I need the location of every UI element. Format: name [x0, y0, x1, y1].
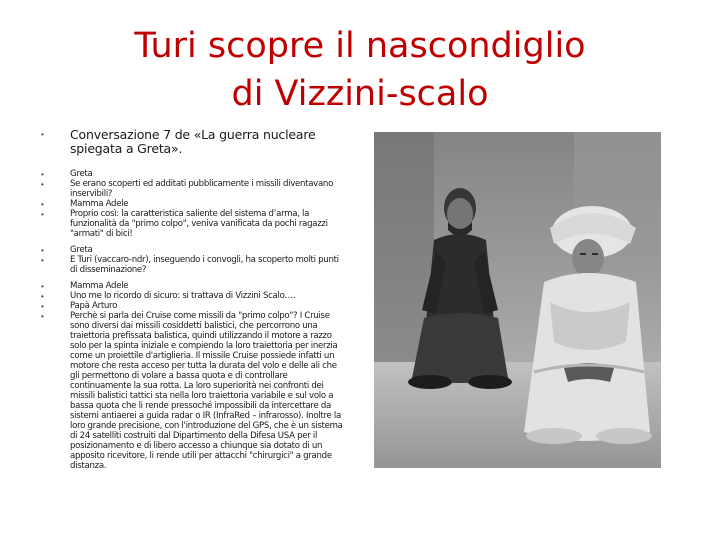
text-line: Greta	[70, 245, 93, 255]
text-line: funzionalità da "primo colpo", veniva vanificata da pochi ragazzi	[70, 219, 328, 229]
text-line: distanza.	[70, 461, 107, 471]
text-line: Mamma Adele	[70, 281, 129, 291]
bullet: •	[41, 210, 44, 219]
text-line: bassa quota che li rende pressoché impossibili da intercettare da	[70, 401, 331, 411]
bullet: •	[41, 130, 44, 139]
text-line: missili balistici tattici sta nella loro traiettoria variabile e sul volo a	[70, 391, 334, 401]
slide-title	[0, 22, 720, 118]
text-line: Proprio così: la caratteristica saliente del sistema d’arma, la	[70, 209, 310, 219]
text-line: inservibili?	[70, 189, 113, 199]
text-line: Perchè si parla dei Cruise come missili da "primo colpo"? I Cruise	[70, 311, 330, 321]
text-line: di 24 satelliti costruiti dal Dipartimento della Difesa USA per il	[70, 431, 318, 441]
bullet: •	[41, 180, 44, 189]
bullet: •	[41, 170, 44, 179]
text-line: Uno me lo ricordo di sicuro: si trattava di Vizzini Scalo….	[70, 291, 296, 301]
text-line: sistemi antiaerei a guida radar o IR (InfraRed – infrarosso). Inoltre la	[70, 411, 341, 421]
text-line: sono diversi dai missili cosiddetti balistici, che percorrono una	[70, 321, 318, 331]
title-line-2: di Vizzini-scalo	[231, 74, 489, 114]
text-line: di disseminazione?	[70, 265, 147, 275]
text-line: Papà Arturo	[70, 301, 118, 311]
text-line: continuamente la sua rotta. La loro superiorità nei confronti dei	[70, 381, 324, 391]
bullet: •	[41, 256, 44, 265]
text-line: motore che resta acceso per tutta la durata del volo e delle ali che	[70, 361, 337, 371]
text-line: traiettoria prefissata balistica, quindi utilizzando il motore a razzo	[70, 331, 332, 341]
bullet: •	[41, 302, 44, 311]
bullet: •	[41, 246, 44, 255]
text-line: apposito ricevitore, li rende utili per attacchi "chirurgici" a grande	[70, 451, 332, 461]
text-line: Se erano scoperti ed additati pubblicamente i missili diventavano	[70, 179, 334, 189]
bullet: •	[41, 282, 44, 291]
text-line: Greta	[70, 169, 93, 179]
bullet: •	[41, 312, 44, 321]
bullet: •	[41, 292, 44, 301]
text-line: "armati" di bici!	[70, 229, 133, 239]
title-line-1: Turi scopre il nascondiglio	[134, 26, 586, 66]
photo-two-men-kneeling	[374, 132, 661, 468]
photo-illustration	[374, 132, 661, 468]
bullet: •	[41, 200, 44, 209]
text-line: gli permettono di volare a bassa quota e di controllare	[70, 371, 288, 381]
text-line: E Turi (vaccaro-ndr), inseguendo i convogli, ha scoperto molti punti	[70, 255, 339, 265]
text-line: posizionamento e di libero accesso a chiunque sia dotato di un	[70, 441, 323, 451]
text-line: Mamma Adele	[70, 199, 129, 209]
text-line: come un proiettile d'artiglieria. Il missile Cruise possiede infatti un	[70, 351, 335, 361]
subtitle: Conversazione 7 de «La guerra nucleare spiegata a Greta».	[70, 127, 316, 156]
text-line: solo per la spinta iniziale e compiendo la loro traiettoria per inerzia	[70, 341, 338, 351]
text-line: loro grande precisione, con l'introduzione del GPS, che è un sistema	[70, 421, 343, 431]
